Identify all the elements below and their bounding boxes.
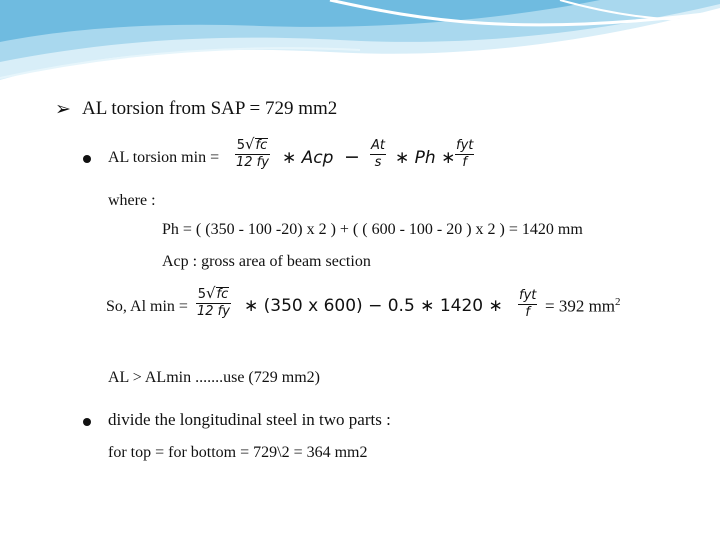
bullet-dot-icon	[83, 418, 91, 426]
divide-steel-text: divide the longitudinal steel in two parts :	[108, 410, 391, 429]
where-label: where :	[108, 192, 156, 209]
header-wave-decoration	[0, 0, 720, 90]
coef: 5	[236, 138, 245, 153]
formula1-lhs: AL torsion min =	[108, 149, 220, 166]
coef: 5	[197, 287, 206, 302]
split-calculation: for top = for bottom = 729\2 = 364 mm2	[108, 444, 368, 461]
root-content: fc	[255, 138, 268, 153]
arrow-bullet-icon: ➢	[55, 99, 71, 120]
result-value: = 392 mm	[545, 296, 616, 316]
num: fyt	[519, 288, 537, 303]
den: 12 fy	[197, 304, 230, 319]
den: s	[374, 155, 382, 170]
den: 12 fy	[236, 155, 269, 170]
root-content: fc	[216, 287, 229, 302]
formula1-fraction-fyt	[455, 138, 474, 171]
formula2-fraction-fc: 5√fc 12 fy	[197, 284, 230, 319]
formula2-lhs: So, Al min =	[106, 298, 188, 315]
formula2-fraction-fyt	[518, 288, 537, 321]
num: At	[371, 138, 385, 153]
formula1-minus: −	[344, 146, 360, 168]
heading-text: AL torsion from SAP = 729 mm2	[82, 98, 338, 119]
ph-calculation: Ph = ( (350 - 100 -20) x 2 ) + ( ( 600 - 100 - 20 ) x 2 ) = 1420 mm	[162, 221, 583, 238]
den: f	[525, 305, 530, 320]
formula2-result	[545, 296, 621, 317]
formula1-fraction-fc: 5√fc 12 fy	[236, 135, 269, 170]
den: f	[462, 155, 467, 170]
acp-definition: Acp : gross area of beam section	[162, 253, 371, 270]
formula1-fraction-at	[370, 138, 386, 171]
bullet-dot-icon	[83, 155, 91, 163]
formula2-middle: ∗ (350 x 600) − 0.5 ∗ 1420 ∗	[244, 296, 503, 316]
formula1-ph: ∗ Ph ∗	[395, 148, 456, 168]
num: fyt	[456, 138, 474, 153]
result-superscript: 2	[615, 296, 621, 308]
formula1-acp: ∗ Acp	[282, 148, 334, 168]
comparison-line: AL > ALmin .......use (729 mm2)	[108, 369, 320, 386]
